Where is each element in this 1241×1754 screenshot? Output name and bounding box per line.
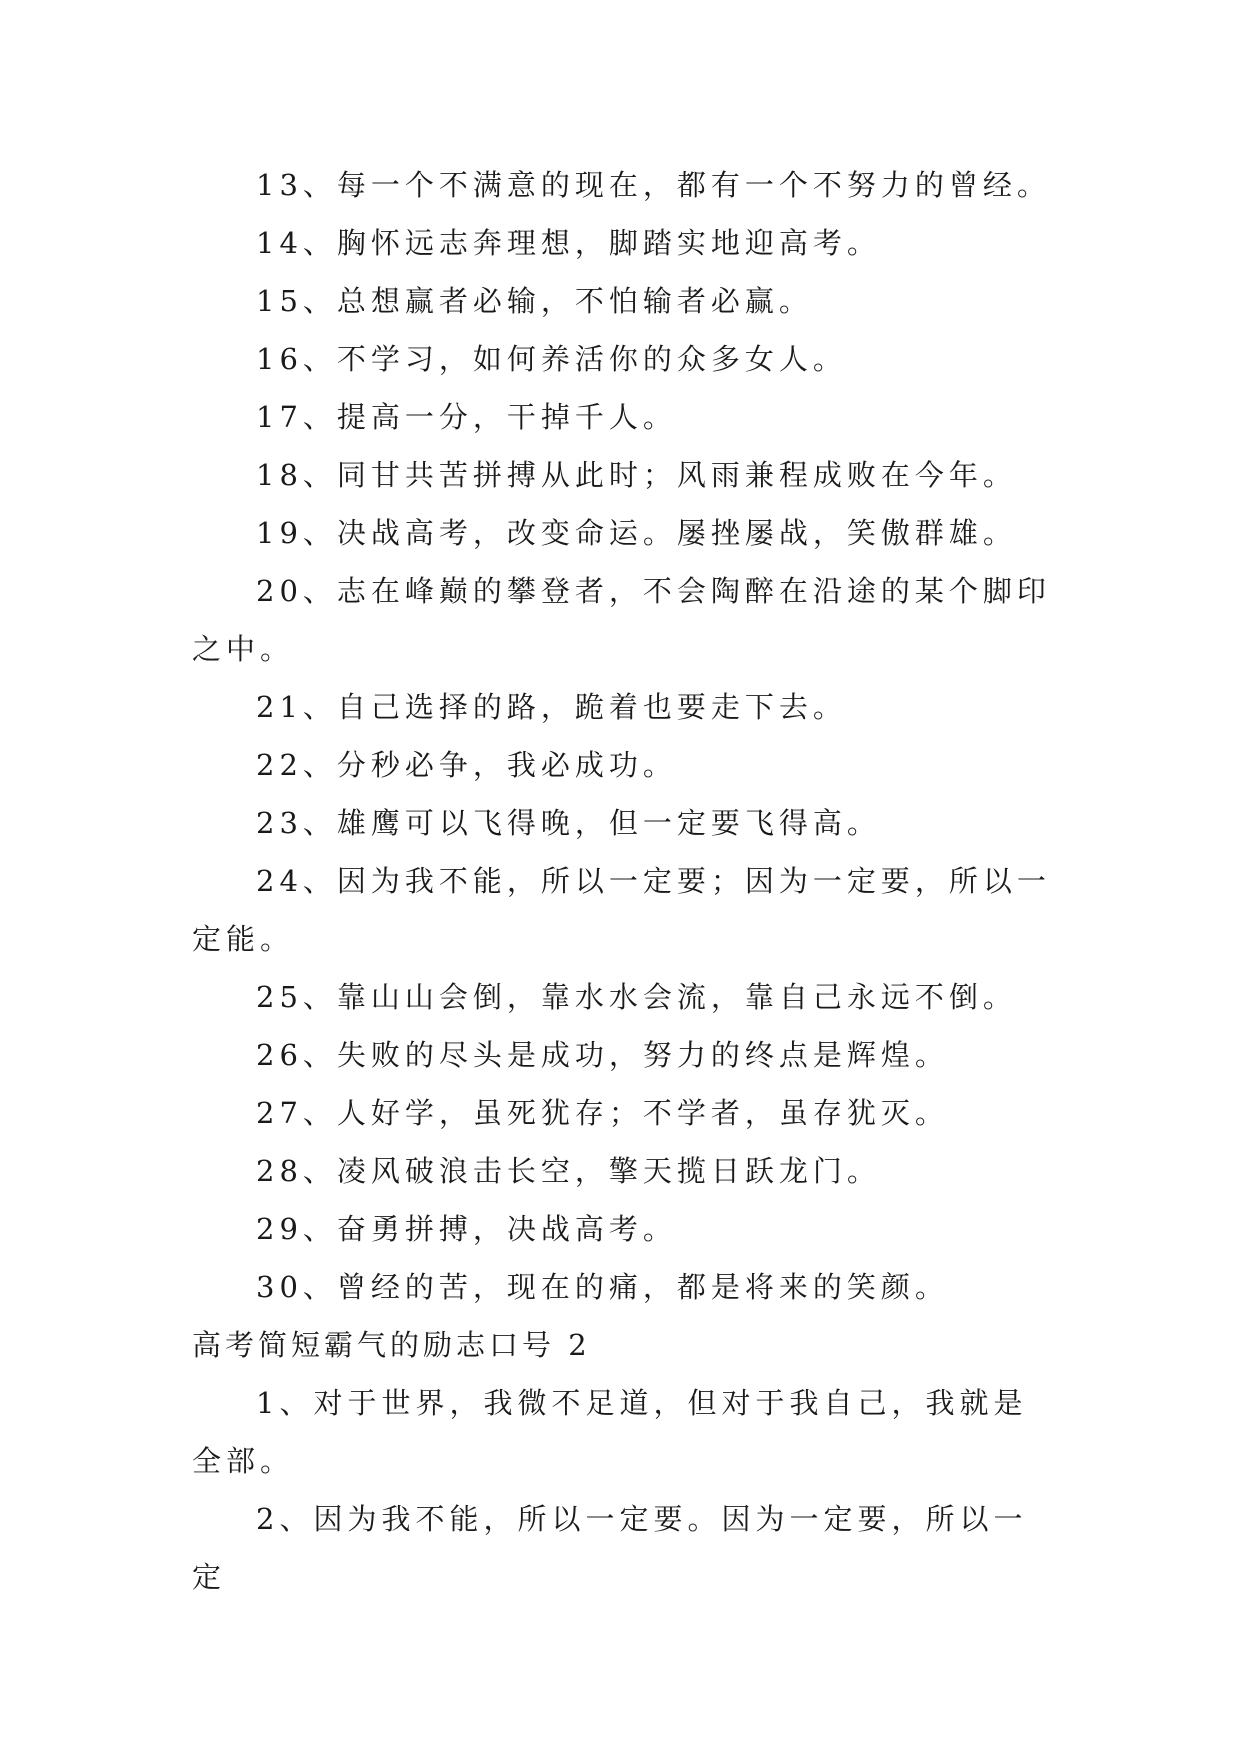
slogan-item: 29、奋勇拼搏，决战高考。 bbox=[256, 1212, 677, 1246]
slogan-item: 13、每一个不满意的现在，都有一个不努力的曾经。 bbox=[256, 168, 1051, 202]
slogan-item: 2、因为我不能，所以一定要。因为一定要，所以一定 bbox=[192, 1502, 1028, 1594]
slogan-item: 1、对于世界，我微不足道，但对于我自己，我就是全部。 bbox=[192, 1386, 1028, 1478]
slogan-item: 20、志在峰巅的攀登者，不会陶醉在沿途的某个脚印之中。 bbox=[192, 574, 1051, 666]
slogan-item: 18、同甘共苦拼搏从此时；风雨兼程成败在今年。 bbox=[256, 458, 1017, 492]
section-heading: 高考简短霸气的励志口号 2 bbox=[192, 1328, 591, 1362]
document-body bbox=[192, 156, 1052, 1606]
slogan-item: 25、靠山山会倒，靠水水会流，靠自己永远不倒。 bbox=[256, 980, 1017, 1014]
slogan-item: 15、总想赢者必输，不怕输者必赢。 bbox=[256, 284, 813, 318]
slogan-item: 28、凌风破浪击长空，擎天揽日跃龙门。 bbox=[256, 1154, 881, 1188]
slogan-item: 27、人好学，虽死犹存；不学者，虽存犹灭。 bbox=[256, 1096, 949, 1130]
slogan-item: 24、因为我不能，所以一定要；因为一定要，所以一定能。 bbox=[192, 864, 1051, 956]
slogan-item: 21、自己选择的路，跪着也要走下去。 bbox=[256, 690, 847, 724]
slogan-item: 14、胸怀远志奔理想，脚踏实地迎高考。 bbox=[256, 226, 881, 260]
slogan-item: 16、不学习，如何养活你的众多女人。 bbox=[256, 342, 847, 376]
slogan-item: 23、雄鹰可以飞得晚，但一定要飞得高。 bbox=[256, 806, 881, 840]
slogan-item: 17、提高一分，干掉千人。 bbox=[256, 400, 677, 434]
slogan-item: 22、分秒必争，我必成功。 bbox=[256, 748, 677, 782]
slogan-item: 26、失败的尽头是成功，努力的终点是辉煌。 bbox=[256, 1038, 949, 1072]
slogan-item: 30、曾经的苦，现在的痛，都是将来的笑颜。 bbox=[256, 1270, 949, 1304]
slogan-item: 19、决战高考，改变命运。屡挫屡战，笑傲群雄。 bbox=[256, 516, 1017, 550]
